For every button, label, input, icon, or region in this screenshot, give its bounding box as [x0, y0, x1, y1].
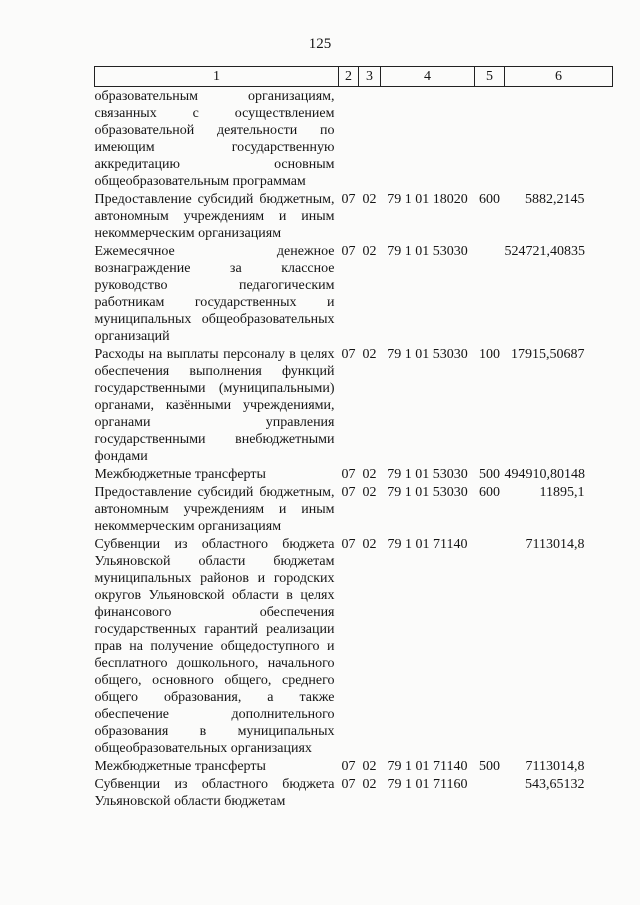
- item-description: образовательным организациям, связанных с осуществлением образовательной деятельности по имеющим государственную аккредитацию основным общеобразовательным программам: [94, 89, 335, 189]
- subsection-code: [359, 87, 381, 191]
- section-code: 07: [341, 467, 356, 482]
- amount: 494910,80148: [504, 467, 585, 482]
- subsection-code: 02: [362, 192, 377, 207]
- column-number: 3: [359, 67, 381, 87]
- subsection-code: 02: [362, 485, 377, 500]
- column-number: 2: [339, 67, 359, 87]
- expense-type-code: [475, 87, 505, 191]
- subsection-code: 02: [362, 467, 377, 482]
- section-code: 07: [341, 192, 356, 207]
- table-row: [95, 242, 613, 345]
- expense-type-code: 600: [479, 485, 500, 500]
- table-row: [95, 190, 613, 242]
- target-article-code: 79 1 01 53030: [387, 347, 468, 362]
- section-code: 07: [341, 537, 356, 552]
- table-row: [95, 535, 613, 757]
- expense-type-code: [475, 535, 505, 757]
- target-article-code: [381, 87, 475, 191]
- table-row: [95, 483, 613, 535]
- expense-type-code: [475, 775, 505, 810]
- item-description: Предоставление субсидий бюджетным, автономным учреждениям и иным некоммерческим организациям: [94, 192, 335, 241]
- target-article-code: 79 1 01 53030: [387, 467, 468, 482]
- section-code: [339, 87, 359, 191]
- section-code: 07: [341, 485, 356, 500]
- item-description: Субвенции из областного бюджета Ульяновской области бюджетам муниципальных районов и городских округов Ульяновской области в целях финансового обеспечения государственных гарантий реализации прав на получение общедоступного и бесплатного дошкольного, начального общего, основного общего, среднего общего образования, а также обеспечение дополнительного образования в муниципальных общеобразовательных организациях: [94, 537, 335, 756]
- subsection-code: 02: [362, 537, 377, 552]
- item-description: Ежемесячное денежное вознаграждение за классное руководство педагогическим работникам государственных и муниципальных общеобразовательных организаций: [94, 244, 335, 344]
- amount: 7113014,8: [525, 537, 585, 552]
- item-description: Расходы на выплаты персоналу в целях обеспечения выполнения функций государственными (муниципальными) органами, казёнными учреждениями, органами управления государственными внебюджетными фондами: [94, 347, 335, 464]
- section-code: 07: [341, 244, 356, 259]
- amount: 17915,50687: [511, 347, 585, 362]
- amount: 524721,40835: [504, 244, 585, 259]
- column-number: 6: [505, 67, 613, 87]
- page-number: 125: [308, 36, 332, 52]
- table-row: [95, 757, 613, 775]
- column-number: 5: [475, 67, 505, 87]
- target-article-code: 79 1 01 71140: [387, 759, 468, 774]
- subsection-code: 02: [362, 777, 377, 792]
- column-number: 4: [381, 67, 475, 87]
- target-article-code: 79 1 01 18020: [387, 192, 468, 207]
- subsection-code: 02: [362, 347, 377, 362]
- target-article-code: 79 1 01 53030: [387, 244, 468, 259]
- expense-type-code: 600: [479, 192, 500, 207]
- expense-type-code: 500: [479, 467, 500, 482]
- column-number-row: [95, 67, 613, 87]
- table-row: [95, 775, 613, 810]
- budget-table: [94, 66, 613, 810]
- column-number: 1: [95, 67, 339, 87]
- item-description: Межбюджетные трансферты: [94, 759, 266, 774]
- amount: 5882,2145: [525, 192, 585, 207]
- item-description: Субвенции из областного бюджета Ульяновской области бюджетам: [94, 777, 335, 809]
- table-row: [95, 87, 613, 191]
- target-article-code: 79 1 01 53030: [387, 485, 468, 500]
- amount: 11895,1: [539, 485, 585, 500]
- expense-type-code: [475, 242, 505, 345]
- amount: 543,65132: [525, 777, 585, 792]
- subsection-code: 02: [362, 244, 377, 259]
- target-article-code: 79 1 01 71160: [387, 777, 468, 792]
- item-description: Предоставление субсидий бюджетным, автономным учреждениям и иным некоммерческим организациям: [94, 485, 335, 534]
- subsection-code: 02: [362, 759, 377, 774]
- expense-type-code: 500: [479, 759, 500, 774]
- amount: 7113014,8: [525, 759, 585, 774]
- section-code: 07: [341, 759, 356, 774]
- amount: [505, 87, 613, 191]
- table-row: [95, 465, 613, 483]
- item-description: Межбюджетные трансферты: [94, 467, 266, 482]
- section-code: 07: [341, 347, 356, 362]
- expense-type-code: 100: [479, 347, 500, 362]
- target-article-code: 79 1 01 71140: [387, 537, 468, 552]
- table-row: [95, 345, 613, 465]
- section-code: 07: [341, 777, 356, 792]
